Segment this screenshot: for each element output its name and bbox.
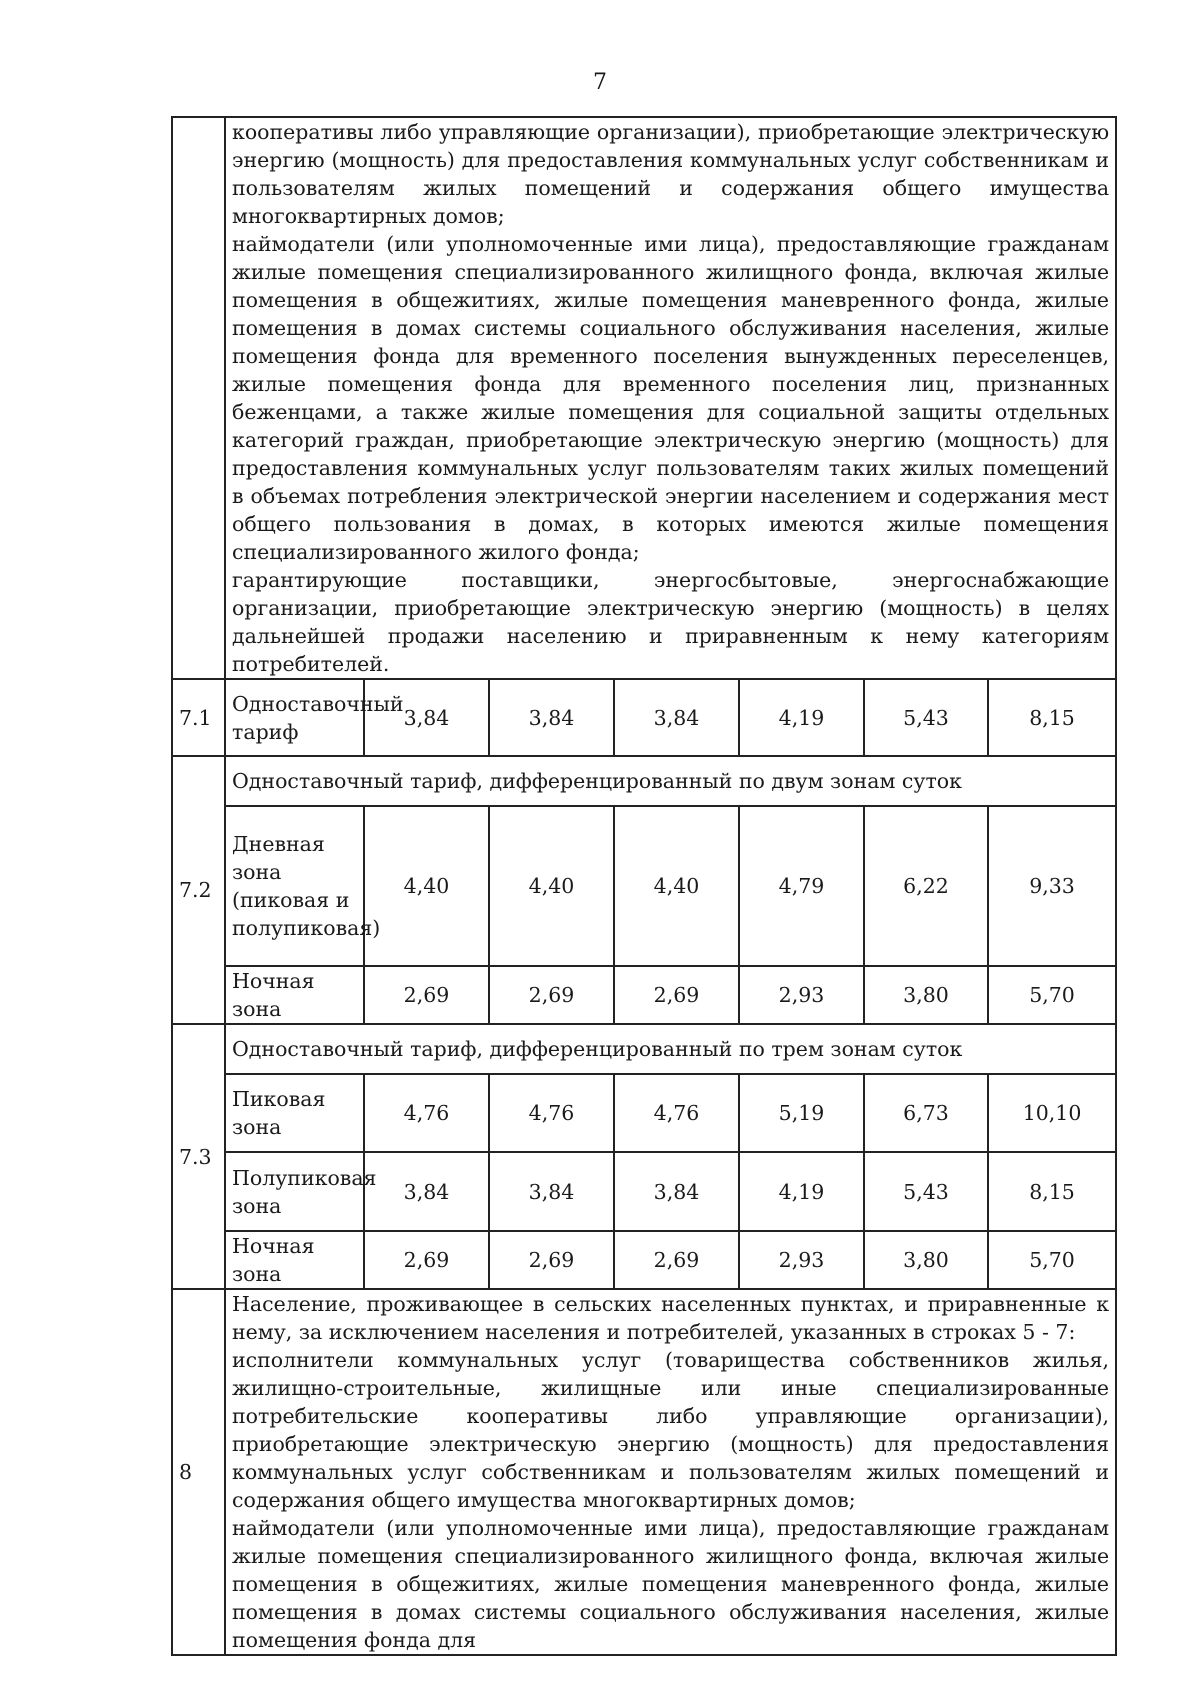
- value-cell: 3,80: [864, 966, 988, 1024]
- paragraph: исполнители коммунальных услуг (товарищества собственников жилья, жилищно-строительные, жилищные или иные специализированные потребительские кооперативы либо управляющие организации), приобретающие электрическую энергию (мощность) для предоставления коммунальных услуг собственникам и пользователям жилых помещений и содержания общего имущества многоквартирных домов;: [232, 1348, 1110, 1512]
- value-cell: 4,19: [739, 679, 864, 756]
- value-cell: 3,84: [489, 1152, 614, 1231]
- row-label: Ночная зона: [225, 1231, 364, 1289]
- value-cell: 5,43: [864, 1152, 988, 1231]
- page-number: 7: [593, 70, 607, 95]
- value-cell: 2,69: [489, 966, 614, 1024]
- row-label: Ночная зона: [225, 966, 364, 1024]
- table-row-7-3-semipeak: [172, 1152, 1116, 1231]
- table-row-7-3-title: [172, 1024, 1116, 1074]
- table-row-7-1: [172, 679, 1116, 756]
- value-cell: 3,80: [864, 1231, 988, 1289]
- value-cell: 4,40: [364, 806, 489, 966]
- value-cell: 4,76: [614, 1074, 739, 1152]
- value-cell: 2,69: [614, 966, 739, 1024]
- value-cell: 8,15: [988, 1152, 1116, 1231]
- row-index: 7.1: [172, 679, 225, 756]
- value-cell: 5,70: [988, 966, 1116, 1024]
- row-index: 7.3: [172, 1024, 225, 1289]
- table-row-8: [172, 1289, 1116, 1655]
- table-row-7-2-day: [172, 806, 1116, 966]
- value-cell: 4,76: [489, 1074, 614, 1152]
- row-label: Дневная зона (пиковая и полупиковая): [225, 806, 364, 966]
- row-index: 7.2: [172, 756, 225, 1024]
- paragraph: наймодатели (или уполномоченные ими лица), предоставляющие гражданам жилые помещения специализированного жилищного фонда, включая жилые помещения в общежитиях, жилые помещения маневренного фонда, жилые помещения в домах системы социального обслуживания населения, жилые помещения фонда для временного поселения вынужденных переселенцев, жилые помещения фонда для временного поселения лиц, признанных беженцами, а также жилые помещения для социальной защиты отдельных категорий граждан, приобретающие электрическую энергию (мощность) для предоставления коммунальных услуг пользователям таких жилых помещений в объемах потребления электрической энергии населением и содержания мест общего пользования в домах, в которых имеются жилые помещения специализированного жилого фонда;: [232, 232, 1110, 564]
- table-row-7-2-title: [172, 756, 1116, 806]
- table-row-7-3-night: [172, 1231, 1116, 1289]
- value-cell: 4,40: [489, 806, 614, 966]
- table-row-continuation: [172, 117, 1116, 679]
- row-label: Пиковая зона: [225, 1074, 364, 1152]
- value-cell: 3,84: [614, 1152, 739, 1231]
- value-cell: 4,40: [614, 806, 739, 966]
- value-cell: 3,84: [364, 1152, 489, 1231]
- tariff-table: [171, 116, 1117, 1656]
- row-title: Одноставочный тариф, дифференцированный по трем зонам суток: [225, 1024, 1116, 1074]
- value-cell: 9,33: [988, 806, 1116, 966]
- value-cell: 3,84: [489, 679, 614, 756]
- value-cell: 10,10: [988, 1074, 1116, 1152]
- row-label: Полупиковая зона: [225, 1152, 364, 1231]
- row-title: Одноставочный тариф, дифференцированный по двум зонам суток: [225, 756, 1116, 806]
- value-cell: 2,69: [614, 1231, 739, 1289]
- value-cell: 5,43: [864, 679, 988, 756]
- value-cell: 8,15: [988, 679, 1116, 756]
- value-cell: 4,79: [739, 806, 864, 966]
- row-index: 8: [172, 1289, 225, 1655]
- value-cell: 5,70: [988, 1231, 1116, 1289]
- paragraph: кооперативы либо управляющие организации), приобретающие электрическую энергию (мощность) для предоставления коммунальных услуг собственникам и пользователям жилых помещений и содержания общего имущества многоквартирных домов;: [232, 120, 1110, 228]
- value-cell: 2,69: [364, 1231, 489, 1289]
- value-cell: 3,84: [614, 679, 739, 756]
- row-label: Одноставочный тариф: [225, 679, 364, 756]
- value-cell: 6,73: [864, 1074, 988, 1152]
- value-cell: 2,93: [739, 1231, 864, 1289]
- index-cell-empty: [172, 117, 225, 679]
- value-cell: 2,69: [489, 1231, 614, 1289]
- value-cell: 3,84: [364, 679, 489, 756]
- row-8-text-cell: [225, 1289, 1116, 1655]
- value-cell: 4,76: [364, 1074, 489, 1152]
- table-row-7-3-peak: [172, 1074, 1116, 1152]
- paragraph: наймодатели (или уполномоченные ими лица), предоставляющие гражданам жилые помещения специализированного жилищного фонда, включая жилые помещения в общежитиях, жилые помещения маневренного фонда, жилые помещения в домах системы социального обслуживания населения, жилые помещения фонда для: [232, 1516, 1110, 1652]
- value-cell: 6,22: [864, 806, 988, 966]
- value-cell: 2,93: [739, 966, 864, 1024]
- table-row-7-2-night: [172, 966, 1116, 1024]
- paragraph: Население, проживающее в сельских населенных пунктах, и приравненные к нему, за исключением населения и потребителей, указанных в строках 5 - 7:: [232, 1292, 1110, 1344]
- value-cell: 4,19: [739, 1152, 864, 1231]
- value-cell: 5,19: [739, 1074, 864, 1152]
- paragraph: гарантирующие поставщики, энергосбытовые, энергоснабжающие организации, приобретающие электрическую энергию (мощность) в целях дальнейшей продажи населению и приравненным к нему категориям потребителей.: [232, 568, 1110, 676]
- continuation-text-cell: [225, 117, 1116, 679]
- value-cell: 2,69: [364, 966, 489, 1024]
